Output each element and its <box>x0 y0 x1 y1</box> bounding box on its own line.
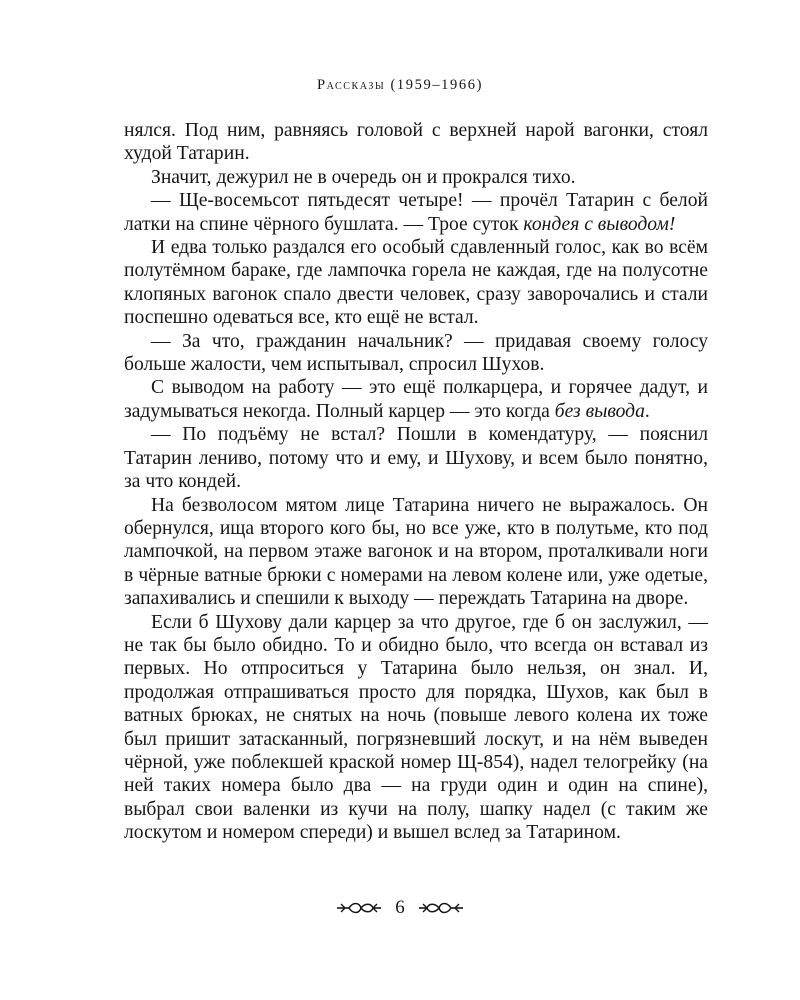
paragraph <box>124 423 708 493</box>
running-head: Рассказы (1959–1966) <box>316 77 484 93</box>
paragraph <box>124 119 708 166</box>
text-segment: Значит, дежурил не в очередь он и прокрался тихо. <box>151 166 576 188</box>
paragraph <box>124 189 708 236</box>
right-ornament-icon <box>417 899 465 917</box>
text-segment: Если б Шухову дали карцер за что другое, где б он заслужил, — не так бы было обидно. То и обидно было, что всегда он вставал из первых. Но отпроситься у Татарина было нельзя, он знал. И, продолжая отпрашиваться просто для порядка, Шухов, как был в ватных брюках, не снятых на ночь (повыше левого колена их тоже был пришит затасканный, погрязневший лоскут, и на нём выведен чёрной, уже поблекшей краской номер Щ-854), надел телогрейку (на ней таких номера было два — на груди один и один на спине), выбрал свои валенки из кучи на полу, шапку надел (с таким же лоскутом и номером спереди) и вышел вслед за Татарином. <box>124 611 708 844</box>
body-text <box>124 119 708 845</box>
paragraph <box>124 166 708 189</box>
paragraph <box>124 330 708 377</box>
text-segment: — За что, гражданин начальник? — придавая своему голосу больше жалости, чем испытывал, спросил Шухов. <box>124 330 708 376</box>
text-segment: И едва только раздался его особый сдавленный голос, как во всём полутёмном бараке, где лампочка горела не каждая, где на полусотне клопяных вагонок спало двести человек, сразу заворочались и стали поспешно одеваться все, кто ещё не встал. <box>124 237 708 329</box>
paragraph <box>124 611 708 845</box>
text-segment: С выводом на работу — это ещё полкарцера, и горячее дадут, и задумываться некогда. Полный карцер — это когда <box>124 377 708 422</box>
text-segment: — Ще-восемьсот пятьдесят четыре! — прочёл Татарин с белой латки на спине чёрного бушлата. — Трое суток <box>124 190 708 235</box>
paragraph <box>124 236 708 330</box>
text-segment: нялся. Под ним, равняясь головой с верхней нарой вагонки, стоял худой Татарин. <box>124 120 708 165</box>
italic-text: кондея с выводом! <box>523 213 676 235</box>
italic-text: без вывода <box>554 400 645 422</box>
left-ornament-icon <box>335 899 383 917</box>
paragraph <box>124 494 708 611</box>
page-number: 6 <box>395 897 405 918</box>
text-segment: На безволосом мятом лице Татарина ничего не выражалось. Он обернулся, ища второго кого бы, но все уже, кто в полутьме, кто под лампочкой, на первом этаже вагонок и на втором, проталкивали ноги в чёрные ватные брюки с номерами на левом колене или, уже одетые, запахивались и спешили к выходу — переждать Татарина на дворе. <box>124 494 708 610</box>
text-segment: — По подъёму не встал? Пошли в комендатуру, — пояснил Татарин лениво, потому что и ему, и Шухову, и всем было понятно, за что кондей. <box>124 424 708 493</box>
paragraph <box>124 376 708 423</box>
text-segment: . <box>644 400 650 422</box>
page-folio <box>0 898 800 918</box>
